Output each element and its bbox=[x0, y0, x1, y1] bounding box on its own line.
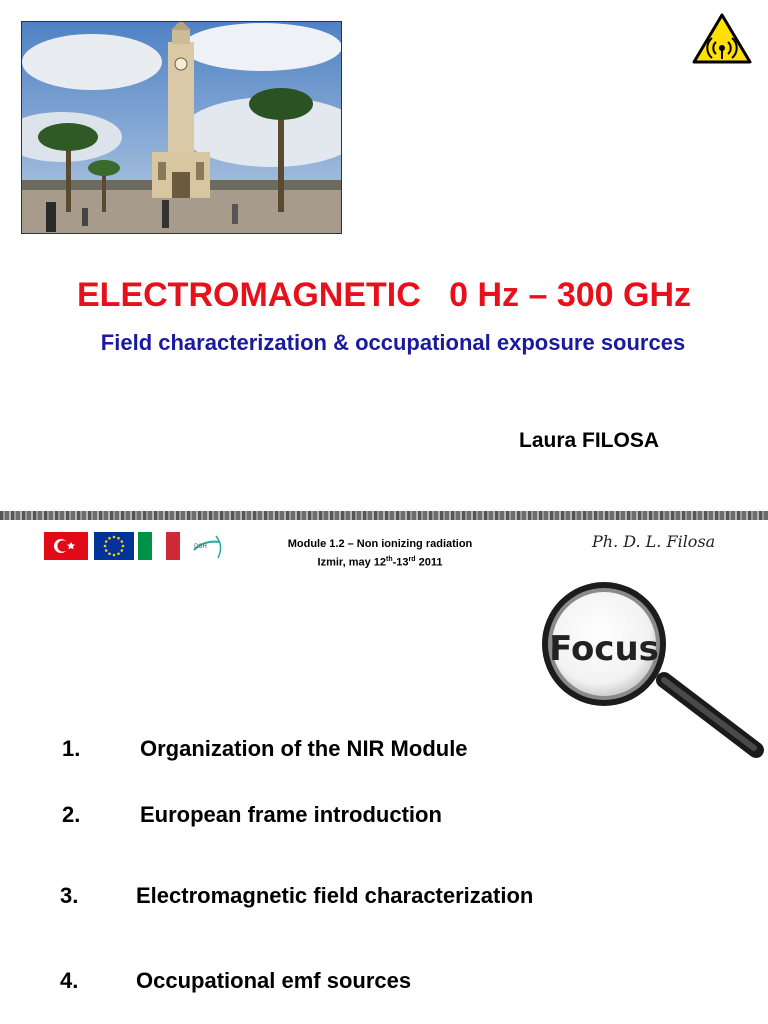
focus-label: Focus bbox=[549, 629, 659, 669]
italy-flag-icon bbox=[138, 532, 180, 560]
module-date: Izmir, may 12th-13rd 2011 bbox=[317, 556, 443, 569]
main-title: ELECTROMAGNETIC 0 Hz – 300 GHz bbox=[77, 276, 691, 314]
agenda-item-2: European frame introduction bbox=[140, 802, 442, 827]
radiation-warning-icon bbox=[691, 12, 753, 66]
subtitle: Field characterization & occupational exposure sources bbox=[100, 330, 686, 355]
agenda-number: 4. bbox=[60, 968, 79, 993]
eu-flag-icon bbox=[94, 532, 134, 560]
turkey-flag-icon bbox=[44, 532, 88, 560]
module-info bbox=[255, 537, 505, 571]
agenda-item-3: Electromagnetic field characterization bbox=[136, 883, 534, 908]
module-line: Module 1.2 – Non ionizing radiation bbox=[287, 538, 473, 550]
agenda-number: 3. bbox=[60, 883, 79, 908]
author-name: Laura FILOSA bbox=[519, 429, 660, 452]
divider-band bbox=[0, 511, 768, 520]
agenda-number: 1. bbox=[62, 736, 81, 761]
agenda-item-4: Occupational emf sources bbox=[136, 968, 412, 993]
agenda-number: 2. bbox=[62, 802, 81, 827]
partner-logo-icon bbox=[190, 532, 228, 560]
agenda-item-1: Organization of the NIR Module bbox=[140, 736, 468, 761]
magnifying-glass-icon bbox=[536, 580, 766, 765]
signature: Ph. D. L. Filosa bbox=[592, 532, 716, 551]
svg-text:DSH: DSH bbox=[194, 543, 207, 550]
clock-tower-photo bbox=[21, 21, 342, 234]
